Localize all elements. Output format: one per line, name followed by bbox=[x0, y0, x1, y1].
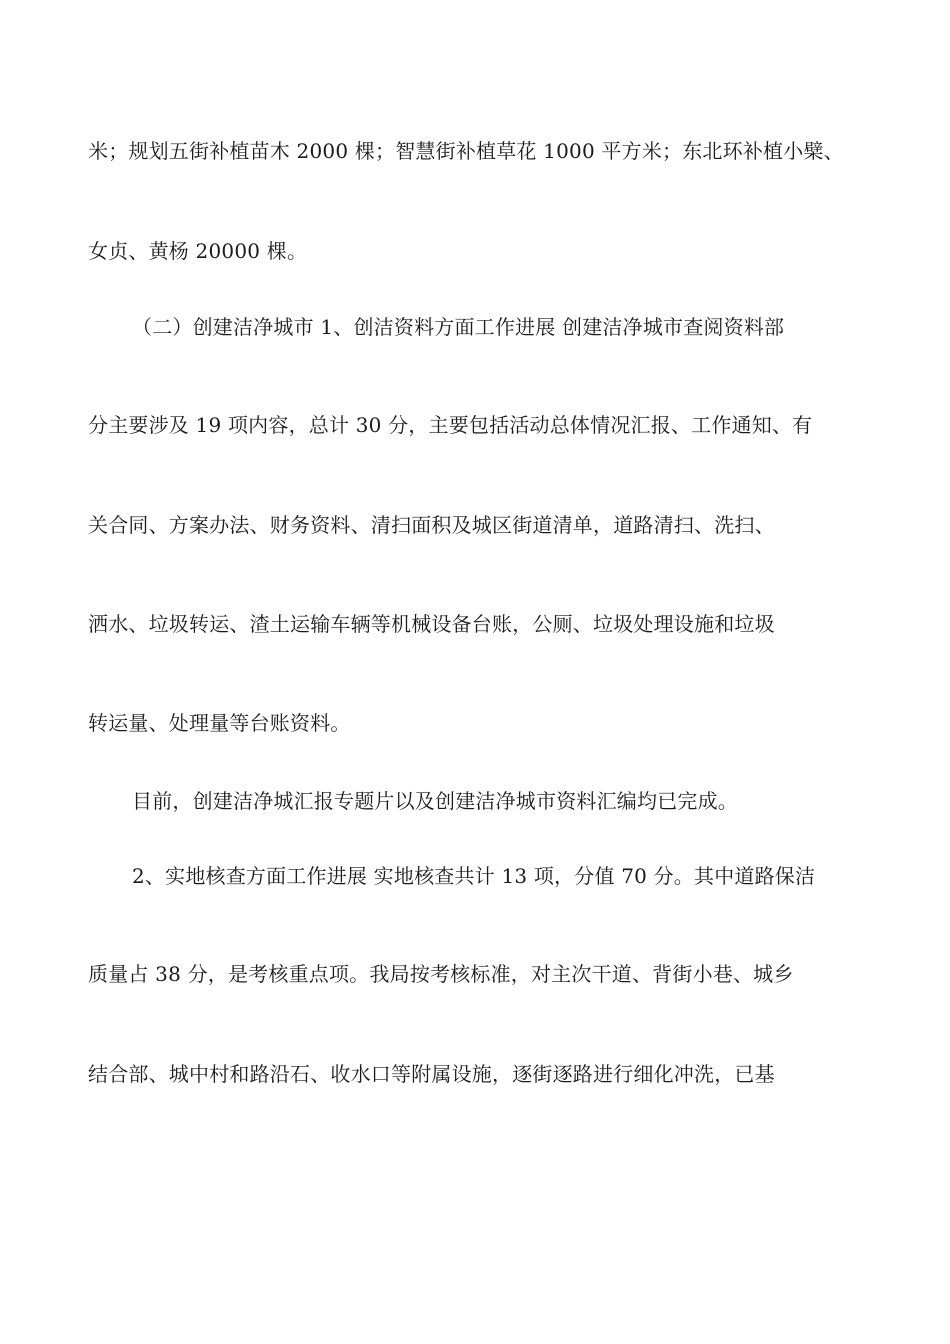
text-line: 质量占 38 分，是考核重点项。我局按考核标准，对主次干道、背街小巷、城乡 bbox=[88, 962, 794, 986]
text-line: 洒水、垃圾转运、渣土运输车辆等机械设备台账，公厕、垃圾处理设施和垃圾 bbox=[88, 612, 775, 636]
paragraph-heading-line: 2、实地核查方面工作进展 实地核查共计 13 项，分值 70 分。其中道路保洁 bbox=[132, 864, 816, 888]
text-line: 米；规划五街补植苗木 2000 棵；智慧街补植草花 1000 平方米；东北环补植小檗、 bbox=[88, 139, 844, 163]
paragraph-heading-line: （二）创建洁净城市 1、创洁资料方面工作进展 创建洁净城市查阅资料部 bbox=[132, 315, 785, 339]
paragraph-line: 目前，创建洁净城汇报专题片以及创建洁净城市资料汇编均已完成。 bbox=[132, 789, 738, 813]
text-line: 关合同、方案办法、财务资料、清扫面积及城区街道清单，道路清扫、洗扫、 bbox=[88, 513, 775, 537]
text-line: 结合部、城中村和路沿石、收水口等附属设施，逐街逐路进行细化冲洗，已基 bbox=[88, 1062, 775, 1086]
text-line: 转运量、处理量等台账资料。 bbox=[88, 711, 351, 735]
text-line: 女贞、黄杨 20000 棵。 bbox=[88, 239, 308, 263]
text-line: 分主要涉及 19 项内容，总计 30 分，主要包括活动总体情况汇报、工作通知、有 bbox=[88, 413, 813, 437]
